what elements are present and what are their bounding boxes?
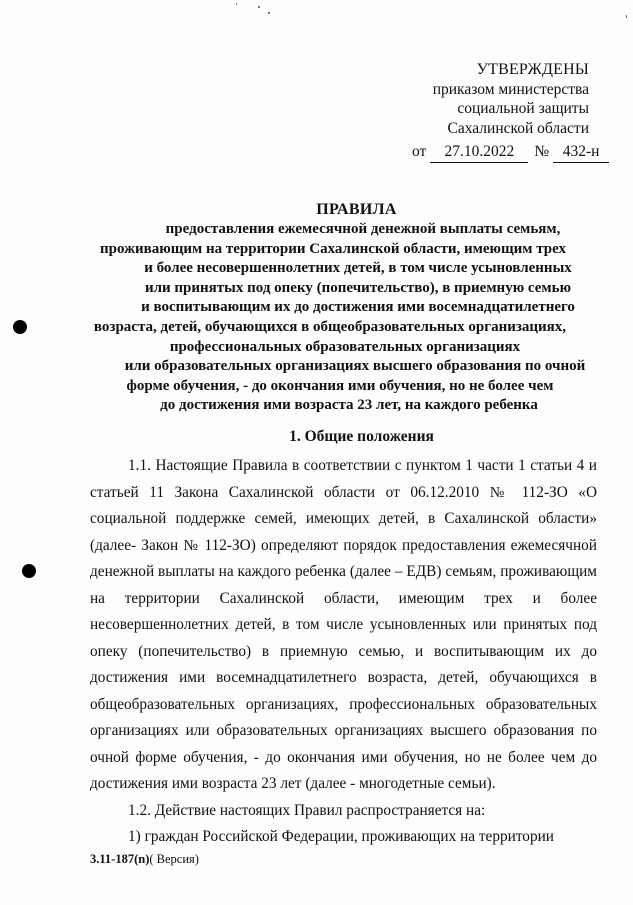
document-subtitle <box>70 220 620 416</box>
subtitle-line: и воспитывающим их до достижения ими восемнадцатилетнего <box>141 299 575 316</box>
document-footer <box>90 852 199 867</box>
subtitle-line: предоставления ежемесячной денежной выплаты семьям, <box>165 221 561 237</box>
approval-line: социальной защиты <box>457 100 589 117</box>
subtitle-line: и более несовершеннолетних детей, в том числе усыновленных <box>144 260 572 277</box>
subtitle-line: или принятых под опеку (попечительство), в приемную семью <box>144 279 572 296</box>
scan-speck <box>236 3 237 5</box>
section-body <box>90 453 597 851</box>
paragraph: 1) граждан Российской Федерации, проживающих на территории <box>128 828 554 845</box>
approved-title: УТВЕРЖДЕНЫ <box>476 61 589 78</box>
document-code: 3.11-187(n) <box>90 852 150 866</box>
subtitle-line: профессиональных образовательных организациях <box>169 338 521 355</box>
scan-speck <box>626 15 627 18</box>
paragraph: 1.1. Настоящие Правила в соответствии с пунктом 1 части 1 статьи 4 и статьей 11 Закона Сахалинской области от 06.12.2010 № 112-ЗО «О социальной поддержке семей, имеющих детей, в Сахалинской области» (далее- Закон № 112-ЗО) определяют порядок предоставления ежемесячной денежной выплаты на каждого ребенка (далее – ЕДВ) семьям, проживающим на территории Сахалинской области, имеющим трех и более несовершеннолетних детей, в том числе усыновленных или принятых под опеку (попечительство) в приемную семью, и воспитывающим их до достижения ими восемнадцатилетнего возраста, детей, обучающихся в общеобразовательных организациях, профессиональных образовательных организациях или образовательных организациях высшего образования по очной форме обучения, - до окончания ими обучения, но не более чем до достижения ими возраста 23 лет (далее - многодетные семьи). <box>90 457 597 792</box>
paragraph: 1.2. Действие настоящих Правил распространяется на: <box>128 801 486 819</box>
approval-line: приказом министерства <box>432 80 589 98</box>
order-number: 432-н <box>553 142 609 163</box>
section-heading: 1. Общие положения <box>289 428 434 445</box>
scan-speck <box>268 12 270 14</box>
subtitle-line: или образовательных организациях высшего образования по очной <box>124 358 586 375</box>
approval-block <box>433 60 589 138</box>
subtitle-line: до достижения ими возраста 23 лет, на каждого ребенка <box>160 397 538 414</box>
order-date: 27.10.2022 <box>430 142 528 163</box>
subtitle-line: форме обучения, - до окончания ими обучения, но не более чем <box>126 377 554 394</box>
punch-hole-mark <box>22 564 36 578</box>
subtitle-line: возраста, детей, обучающихся в общеобразовательных организациях, <box>93 318 567 335</box>
number-sign: № <box>534 143 550 160</box>
document-title: ПРАВИЛА <box>316 201 397 218</box>
approval-line: Сахалинской области <box>447 119 589 137</box>
subtitle-line: проживающим на территории Сахалинской области, имеющим трех <box>100 240 566 257</box>
scan-speck <box>258 6 260 8</box>
document-version: ( Версия) <box>149 852 199 866</box>
punch-hole-mark <box>13 320 27 334</box>
order-reference <box>412 142 609 163</box>
from-label: от <box>412 143 427 160</box>
